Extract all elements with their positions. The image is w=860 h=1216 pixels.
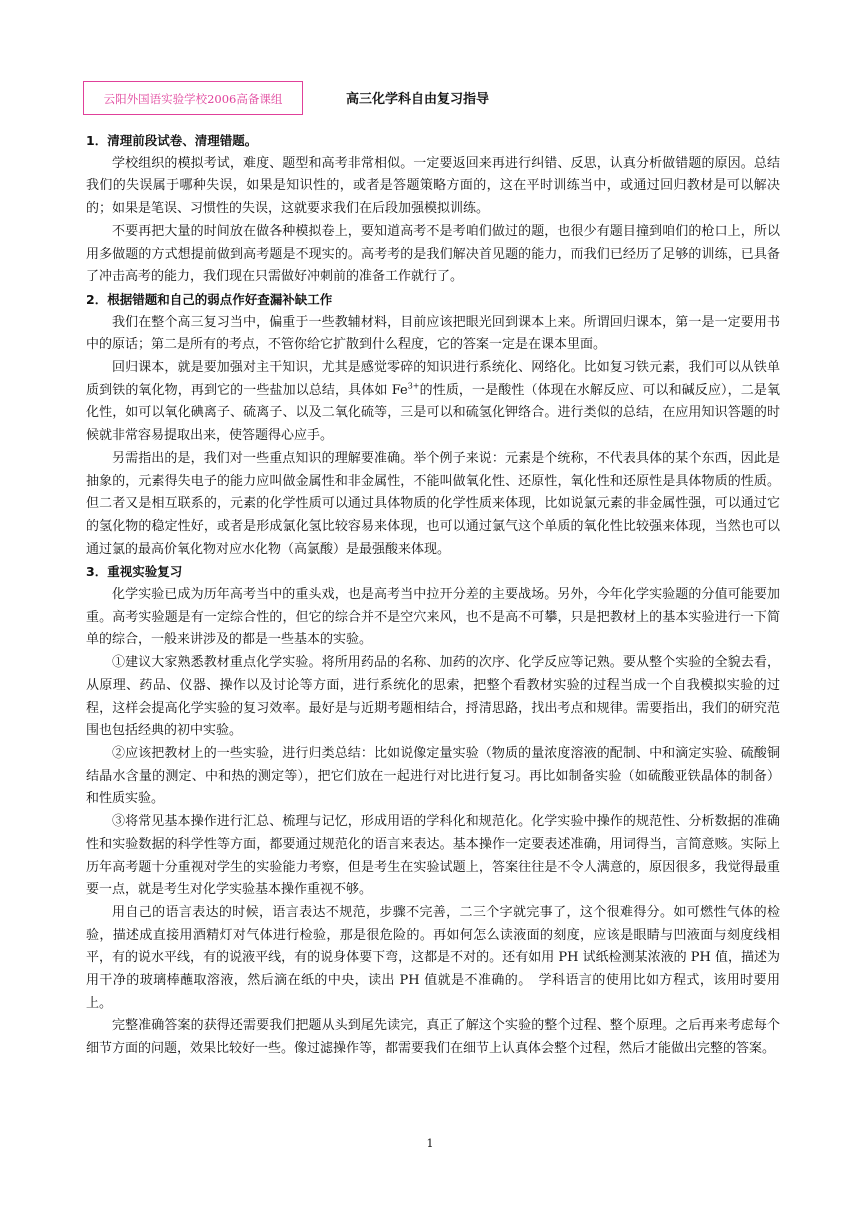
- paragraph: 化学实验已成为历年高考当中的重头戏，也是高考当中拉开分差的主要战场。另外，今年化学实验题的分值可能要加重。高考实验题是有一定综合性的，但它的综合并不是空穴来风，也不是高不可攀，只是把教材上的基本实验进行一下简单的综合，一般来讲涉及的都是一些基本的实验。: [86, 587, 780, 648]
- document-body: [86, 130, 780, 1061]
- paragraph-text: 回归课本，就是要加强对主干知识，尤其是感觉零碎的知识进行系统化、网络化。比如复习铁元素，我们可以从铁单质到铁的氧化物，再到它的一些盐加以总结，具体如 Fe: [86, 360, 780, 398]
- paragraph-text: 的性质，一是酸性（体现在水解反应、可以和碱反应），二是氧化性，如可以氧化碘离子、硫离子、以及二氧化硫等，三是可以和硫氢化钾络合。进行类似的总结，在应用知识答题的时候就非常容易提取出来，使答题得心应手。: [86, 382, 780, 444]
- section-heading: 3．重视实验复习: [86, 564, 183, 580]
- school-stamp: 云阳外国语实验学校2006高备课组: [83, 81, 303, 115]
- paragraph: 学校组织的模拟考试，难度、题型和高考非常相似。一定要返回来再进行纠错、反思，认真分析做错题的原因。总结我们的失误属于哪种失误，如果是知识性的，或者是答题策略方面的，这在平时训练当中，或通过回归教材是可以解决的；如果是笔误、习惯性的失误，这就要求我们在后段加强模拟训练。: [86, 155, 780, 217]
- paragraph: ②应该把教材上的一些实验，进行归类总结：比如说像定量实验（物质的量浓度溶液的配制、中和滴定实验、硫酸铜结晶水含量的测定、中和热的测定等），把它们放在一起进行对比进行复习。再比如制备实验（如硫酸亚铁晶体的制备）和性质实验。: [86, 745, 780, 807]
- section-heading: 2．根据错题和自己的弱点作好查漏补缺工作: [86, 291, 333, 307]
- paragraph: ③将常见基本操作进行汇总、梳理与记忆，形成用语的学科化和规范化。化学实验中操作的规范性、分析数据的准确性和实验数据的科学性等方面，都要通过规范化的语言来表达。基本操作一定要表述准确，用词得当，言简意赅。实际上历年高考题十分重视对学生的实验能力考察，但是考生在实验试题上，答案往往是不令人满意的，原因很多，我觉得最重要一点，就是考生对化学实验基本操作重视不够。: [86, 814, 780, 898]
- document-header: [83, 81, 783, 117]
- page-number: 1: [426, 1137, 434, 1150]
- superscript-charge: 3+: [407, 381, 420, 391]
- paragraph: [86, 357, 780, 448]
- page-title: 高三化学科自由复习指导: [346, 92, 490, 107]
- paragraph: 用自己的语言表达的时候，语言表达不规范，步骤不完善，二三个字就完事了，这个很难得分。如可燃性气体的检验，描述成直接用酒精灯对气体进行检验，那是很危险的。再如何怎么读液面的刻度，应该是眼睛与凹液面与刻度线相平，有的说水平线，有的说液平线，有的说身体要下弯，这都是不对的。还有如用 PH 试纸检测某浓液的 PH 值，描述为用干净的玻璃棒蘸取溶液，然后滴在纸的中央，读出 PH 值就是不准确的。 学科语言的使用比如方程式，该用时要用上。: [86, 904, 780, 1011]
- paragraph: 另需指出的是，我们对一些重点知识的理解要准确。举个例子来说：元素是个统称，不代表具体的某个东西，因此是抽象的，元素得失电子的能力应叫做金属性和非金属性，不能叫做氧化性、还原性，氧化性和还原性是具体物质的性质。但二者又是相互联系的，元素的化学性质可以通过具体物质的化学性质来体现，比如说氯元素的非金属性强，可以通过它的氢化物的稳定性好，或者是形成氯化氢比较容易来体现，也可以通过氯气这个单质的氧化性比较强来体现，当然也可以通过氯的最高价氧化物对应水化物（高氯酸）是最强酸来体现。: [86, 450, 780, 557]
- paragraph: 我们在整个高三复习当中，偏重于一些教辅材料，目前应该把眼光回到课本上来。所谓回归课本，第一是一定要用书中的原话；第二是所有的考点，不管你给它扩散到什么程度，它的答案一定是在课本里面。: [86, 314, 780, 353]
- paragraph: 不要再把大量的时间放在做各种模拟卷上，要知道高考不是考咱们做过的题，也很少有题目撞到咱们的枪口上，所以用多做题的方式想提前做到高考题是不现实的。高考考的是我们解决首见题的能力，而我们已经历了足够的训练，已具备了冲击高考的能力，我们现在只需做好冲刺前的准备工作就行了。: [86, 223, 780, 285]
- paragraph: 完整准确答案的获得还需要我们把题从头到尾先读完，真正了解这个实验的整个过程、整个原理。之后再来考虑每个细节方面的问题，效果比较好一些。像过滤操作等，都需要我们在细节上认真体会整个过程，然后才能做出完整的答案。: [86, 1018, 780, 1057]
- paragraph: ①建议大家熟悉教材重点化学实验。将所用药品的名称、加药的次序、化学反应等记熟。要从整个实验的全貌去看，从原理、药品、仪器、操作以及讨论等方面，进行系统化的思索，把整个看教材实验的过程当成一个自我模拟实验的过程，这样会提高化学实验的复习效率。最好是与近期考题相结合，捋清思路，找出考点和规律。需要指出，我们的研究范围也包括经典的初中实验。: [86, 655, 780, 739]
- section-heading: 1．清理前段试卷、清理错题。: [86, 133, 258, 148]
